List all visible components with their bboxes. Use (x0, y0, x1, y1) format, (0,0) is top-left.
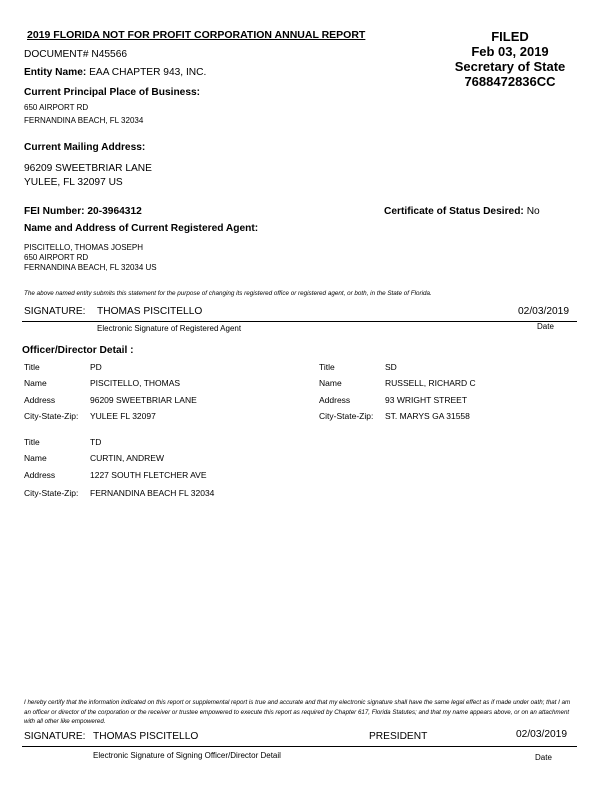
officer-title-label: Title (24, 362, 40, 372)
mailing-line2: YULEE, FL 32097 US (24, 177, 123, 188)
officer-address: 96209 SWEETBRIAR LANE (90, 395, 197, 405)
certificate-status-value: No (526, 206, 540, 217)
agent-line1: PISCITELLO, THOMAS JOSEPH (24, 243, 143, 252)
officer-title: PD (90, 362, 102, 372)
officer-csz: ST. MARYS GA 31558 (385, 411, 470, 421)
principal-line2: FERNANDINA BEACH, FL 32034 (24, 116, 144, 125)
officer-signature-label: SIGNATURE: (24, 731, 86, 742)
certificate-status (384, 206, 540, 217)
officer-address-label: Address (24, 470, 56, 480)
officer-signature-caption: Electronic Signature of Signing Officer/Director Detail (93, 751, 281, 760)
officer-signature-name: THOMAS PISCITELLO (93, 731, 199, 742)
officer-title-label: Title (319, 362, 335, 372)
officer-address: 1227 SOUTH FLETCHER AVE (90, 470, 207, 480)
officer-title: SD (385, 362, 397, 372)
officer-address-label: Address (319, 395, 351, 405)
agent-signature-name: THOMAS PISCITELLO (97, 306, 203, 317)
officer-heading: Officer/Director Detail : (22, 345, 134, 356)
agent-signature-caption: Electronic Signature of Registered Agent (97, 324, 242, 333)
filed-number: 7688472836CC (464, 74, 556, 89)
mailing-line1: 96209 SWEETBRIAR LANE (24, 163, 152, 174)
agent-heading: Name and Address of Current Registered Agent: (24, 223, 259, 234)
change-statement: The above named entity submits this statement for the purpose of changing its registered office or registered agent, or both, in the State of Florida. (24, 290, 432, 297)
officer-csz-label: City-State-Zip: (24, 488, 79, 498)
principal-line1: 650 AIRPORT RD (24, 103, 89, 112)
certificate-status-label: Certificate of Status Desired: (384, 206, 524, 217)
officer-name: RUSSELL, RICHARD C (385, 378, 476, 388)
report-title: 2019 FLORIDA NOT FOR PROFIT CORPORATION ANNUAL REPORT (27, 29, 366, 41)
officer-csz: YULEE FL 32097 (90, 411, 156, 421)
officer-csz: FERNANDINA BEACH FL 32034 (90, 488, 215, 498)
entity-name (24, 67, 206, 78)
mailing-heading: Current Mailing Address: (24, 142, 146, 153)
officer-name: CURTIN, ANDREW (90, 453, 164, 463)
officer-name-label: Name (24, 453, 47, 463)
officer-title-label: Title (24, 437, 40, 447)
officer-csz-label: City-State-Zip: (24, 411, 79, 421)
filed-date: Feb 03, 2019 (471, 44, 549, 59)
officer-title: TD (90, 437, 102, 447)
certification-statement: I hereby certify that the information indicated on this report or supplemental report is true and accurate and that my electronic signature shall have the same legal effect as if made under oath; that I am an officer or director of the corporation or the receiver or trustee empowered to execute this report as required by Chapter 617, Florida Statutes; and that my name appears above, or on an attachment with all other like empowered. (24, 699, 571, 725)
filed-status: FILED (491, 29, 529, 44)
document-number: DOCUMENT# N45566 (24, 49, 128, 60)
officer-name-label: Name (319, 378, 342, 388)
agent-signature-date-caption: Date (537, 322, 554, 331)
fei-number: FEI Number: 20-3964312 (24, 206, 142, 217)
officer-name: PISCITELLO, THOMAS (90, 378, 181, 388)
agent-signature-label: SIGNATURE: (24, 306, 86, 317)
agent-line3: FERNANDINA BEACH, FL 32034 US (24, 263, 157, 272)
officer-name-label: Name (24, 378, 47, 388)
principal-heading: Current Principal Place of Business: (24, 87, 201, 98)
filed-office: Secretary of State (454, 59, 566, 74)
entity-name-value: EAA CHAPTER 943, INC. (89, 67, 207, 78)
officer-address-label: Address (24, 395, 56, 405)
officer-csz-label: City-State-Zip: (319, 411, 374, 421)
officer-address: 93 WRIGHT STREET (385, 395, 468, 405)
agent-line2: 650 AIRPORT RD (24, 253, 89, 262)
agent-signature-date: 02/03/2019 (518, 306, 569, 317)
officer-signature-date-caption: Date (535, 753, 552, 762)
officer-signature-role: PRESIDENT (369, 731, 428, 742)
officer-signature-date: 02/03/2019 (516, 729, 567, 740)
entity-name-label: Entity Name: (24, 67, 87, 78)
